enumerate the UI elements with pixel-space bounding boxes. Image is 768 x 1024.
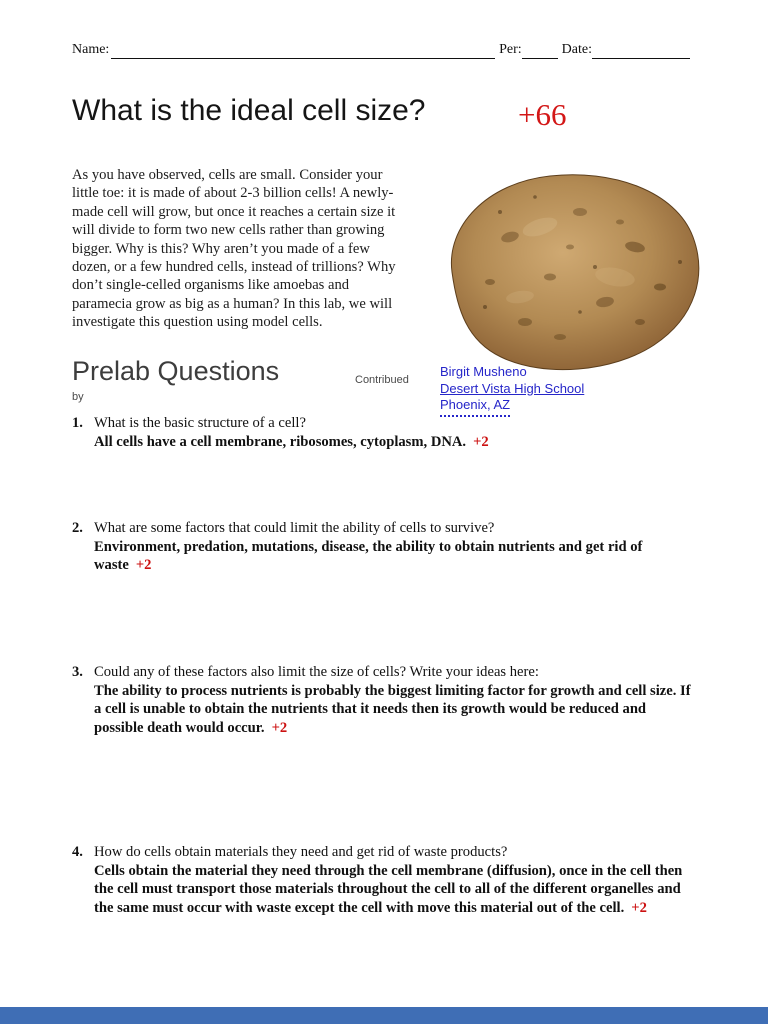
date-label: Date: bbox=[561, 42, 592, 57]
page-footer-bar bbox=[0, 1007, 768, 1024]
per-blank bbox=[522, 43, 558, 59]
page-title: What is the ideal cell size? bbox=[72, 94, 426, 127]
contributed-label: Contribued bbox=[355, 374, 409, 386]
answer-line bbox=[94, 433, 692, 452]
intro-paragraph: As you have observed, cells are small. Consider your little toe: it is made of about 2-3 billion cells! A newly-made cell will grow, but once it reaches a certain size it will divide to form two new cells rather than growing bigger. Why is this? Why aren’t you made of a few dozen, or a few hundred cells, instead of trillions? Why don’t single-celled organisms like amoebas and paramecia grow as big as a human? In this lab, we will investigate this question using model cells. bbox=[72, 167, 396, 331]
score-badge: +2 bbox=[135, 557, 152, 574]
question-text: What is the basic structure of a cell? bbox=[94, 415, 306, 431]
answer-text: The ability to process nutrients is probably the biggest limiting factor for growth and cell size. If a cell is unable to obtain the nutrients that it needs then its growth would be reduced and possible death would occur. bbox=[94, 682, 691, 736]
answer-line bbox=[94, 862, 692, 918]
score-badge: +2 bbox=[271, 719, 288, 736]
potato-image bbox=[430, 167, 708, 375]
header-fillin-line bbox=[72, 42, 690, 59]
per-label: Per: bbox=[499, 42, 522, 57]
question-number: 4. bbox=[72, 844, 83, 860]
name-label: Name: bbox=[72, 42, 110, 57]
answer-text: Cells obtain the material they need through the cell membrane (diffusion), once in the cell then the cell must transport those materials throughout the cell to all of the different organelles and the same must occur with waste except the cell with move this material out of the cell. bbox=[94, 862, 683, 916]
question-text: Could any of these factors also limit the size of cells? Write your ideas here: bbox=[94, 664, 539, 680]
attribution-block bbox=[440, 364, 584, 417]
question-number: 2. bbox=[72, 520, 83, 536]
question-text: What are some factors that could limit the ability of cells to survive? bbox=[94, 520, 495, 536]
score-badge: +2 bbox=[631, 899, 647, 916]
attribution-school: Desert Vista High School bbox=[440, 380, 585, 396]
attribution-city: Phoenix, AZ bbox=[440, 397, 510, 417]
attribution-name: Birgit Musheno bbox=[440, 364, 527, 379]
section-title: Prelab Questions bbox=[72, 356, 280, 386]
answer-text: Environment, predation, mutations, disease, the ability to obtain nutrients and get rid of waste bbox=[94, 538, 643, 574]
date-blank bbox=[592, 43, 690, 59]
question-item-4 bbox=[72, 843, 692, 917]
question-number: 1. bbox=[72, 415, 83, 431]
question-item-2 bbox=[72, 519, 692, 575]
name-blank bbox=[111, 43, 495, 59]
title-score: +66 bbox=[518, 97, 567, 132]
question-text: How do cells obtain materials they need and get rid of waste products? bbox=[94, 844, 508, 860]
question-number: 3. bbox=[72, 664, 83, 680]
score-badge: +2 bbox=[473, 433, 489, 450]
answer-text: All cells have a cell membrane, ribosomes, cytoplasm, DNA. bbox=[94, 433, 467, 450]
by-label: by bbox=[72, 391, 84, 403]
question-item-1 bbox=[72, 414, 692, 451]
answer-line bbox=[94, 682, 692, 738]
question-item-3 bbox=[72, 663, 692, 737]
answer-line bbox=[94, 538, 692, 575]
